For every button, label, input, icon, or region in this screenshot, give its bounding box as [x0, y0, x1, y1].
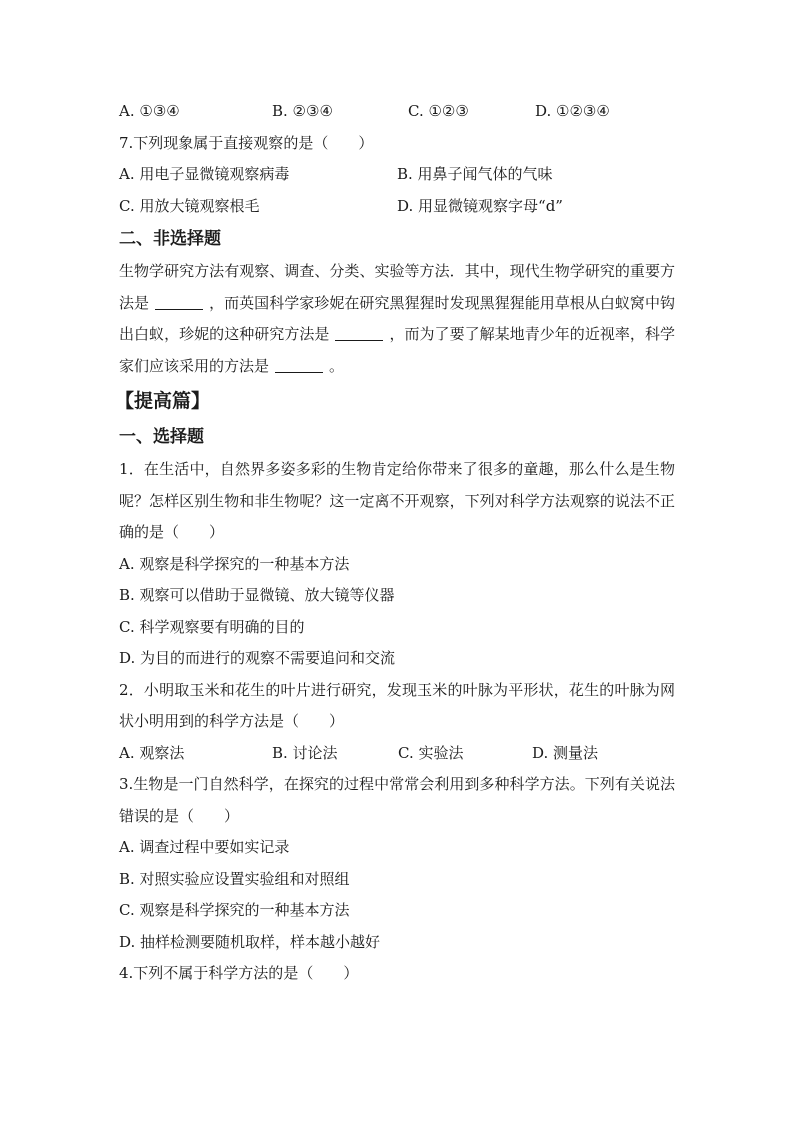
q6-option-c: C. ①②③ — [408, 102, 469, 120]
q7-options-row-2 — [119, 191, 675, 223]
adv-q1-option-b: B. 观察可以借助于显微镜、放大镜等仪器 — [119, 586, 395, 604]
adv-q2-option-b: B. 讨论法 — [272, 743, 338, 762]
fill-blank-1[interactable] — [155, 294, 203, 310]
fill-text-2: ，而英国科学家珍妮在研究黑猩猩时发现黑猩猩能用草根从白蚁窝中钩出白蚁，珍妮的这种研究方法是 — [119, 293, 675, 343]
fill-in-question — [119, 256, 675, 382]
adv-q4-stem: 4.下列不属于科学方法的是（ ） — [119, 964, 359, 982]
q6-option-a: A. ①③④ — [119, 102, 180, 120]
q7-option-b: B. 用鼻子闻气体的气味 — [397, 165, 553, 183]
q7-stem: 7.下列现象属于直接观察的是（ ） — [119, 133, 374, 152]
section-2-title: 二、非选择题 — [119, 229, 221, 249]
advanced-section-1-title: 一、选择题 — [119, 427, 204, 447]
fill-text-4: 。 — [329, 356, 345, 375]
fill-blank-3[interactable] — [275, 357, 323, 373]
q6-option-d: D. ①②③④ — [535, 102, 610, 120]
fill-blank-2[interactable] — [335, 325, 383, 341]
q7-option-a: A. 用电子显微镜观察病毒 — [119, 165, 290, 183]
adv-q2-option-a: A. 观察法 — [119, 743, 185, 762]
adv-q2-stem: 2．小明取玉米和花生的叶片进行研究，发现玉米的叶脉为平形状，花生的叶脉为网状小明用到的科学方法是（ ） — [119, 680, 675, 730]
adv-q2-option-d: D. 测量法 — [532, 743, 599, 762]
fill-text-3: ，而为了要了解某地青少年的近视率，科学家们应该采用的方法是 — [119, 325, 675, 375]
adv-q2-options — [119, 738, 675, 770]
adv-q3-option-d: D. 抽样检测要随机取样，样本越小越好 — [119, 932, 381, 951]
adv-q3-option-a: A. 调查过程中要如实记录 — [119, 838, 290, 856]
fill-text-1: 生物学研究方法有观察、调查、分类、实验等方法．其中，现代生物学研究的重要方法是 — [119, 262, 675, 312]
document-page — [115, 96, 675, 990]
q7-option-d: D. 用显微镜观察字母“d” — [397, 196, 563, 215]
q6-option-b: B. ②③④ — [272, 102, 333, 120]
q7-options-row-1 — [119, 159, 675, 191]
adv-q3-stem: 3.生物是一门自然科学，在探究的过程中常常会利用到多种科学方法。下列有关说法错误的是（ ） — [119, 775, 675, 825]
advanced-title: 【提高篇】 — [115, 390, 211, 412]
adv-q1-option-c: C. 科学观察要有明确的目的 — [119, 617, 305, 636]
adv-q3-option-b: B. 对照实验应设置实验组和对照组 — [119, 869, 350, 888]
q7-option-c: C. 用放大镜观察根毛 — [119, 196, 260, 215]
adv-q1-stem: 1．在生活中，自然界多姿多彩的生物肯定给你带来了很多的童趣，那么什么是生物呢？怎样区别生物和非生物呢？这一定离不开观察，下列对科学方法观察的说法不正确的是（ ） — [119, 460, 675, 541]
adv-q1-option-d: D. 为目的而进行的观察不需要追问和交流 — [119, 649, 396, 667]
adv-q3-option-c: C. 观察是科学探究的一种基本方法 — [119, 901, 350, 919]
q6-options — [119, 96, 675, 128]
adv-q1-option-a: A. 观察是科学探究的一种基本方法 — [119, 554, 350, 573]
adv-q2-option-c: C. 实验法 — [398, 743, 464, 762]
